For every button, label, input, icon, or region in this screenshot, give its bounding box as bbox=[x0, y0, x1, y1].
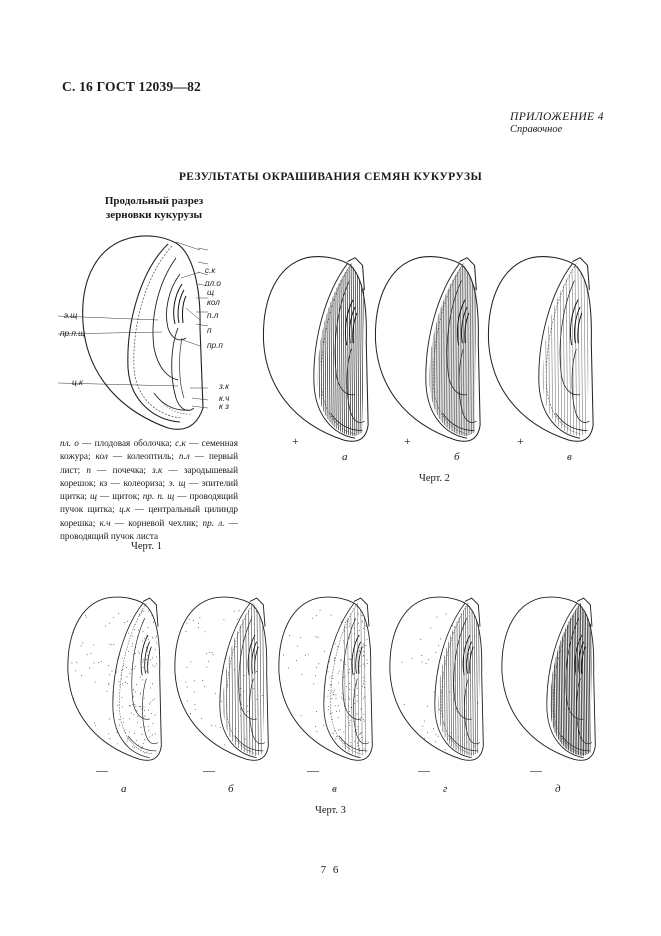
endosperm-region bbox=[71, 610, 153, 757]
figure2-seed-1 bbox=[258, 252, 370, 442]
figure3-sign: — bbox=[307, 763, 319, 777]
figure2-sign: + bbox=[517, 434, 524, 448]
legend-text: — проводящий пучок листа bbox=[60, 517, 238, 542]
figure3-seed-5 bbox=[497, 593, 597, 761]
legend-text: — семенная кожура; bbox=[60, 438, 238, 462]
figure3-seed-4 bbox=[385, 593, 485, 761]
figure3-sign: — bbox=[203, 763, 215, 777]
figure3-seed-3 bbox=[274, 593, 374, 761]
label-kz: к з bbox=[219, 402, 229, 411]
label-eshch: э.щ bbox=[64, 311, 78, 320]
figure2-seed-3 bbox=[483, 252, 595, 442]
figure3-sign: — bbox=[418, 763, 430, 777]
document-header-code: С. 16 ГОСТ 12039—82 bbox=[62, 79, 201, 94]
legend-abbr: щ bbox=[90, 491, 97, 502]
figure3-seed-2 bbox=[170, 593, 270, 761]
figure2-sign: + bbox=[404, 434, 411, 448]
legend-text: — колеоптиль; bbox=[107, 451, 179, 462]
label-kch: к.ч bbox=[219, 394, 230, 403]
legend-abbr: пр. п. щ bbox=[142, 491, 175, 502]
label-prpshch: пр.п.щ bbox=[60, 329, 86, 338]
figure1-title bbox=[96, 195, 212, 222]
legend-abbr: п.л bbox=[178, 451, 190, 462]
legend-abbr: пр. л. bbox=[202, 517, 225, 528]
figure3-caption: Черт. 3 bbox=[315, 805, 346, 816]
figure3-letter: в bbox=[332, 783, 337, 795]
figure2-sign: + bbox=[292, 434, 299, 448]
figure3-sign: — bbox=[530, 763, 542, 777]
legend-abbr: п bbox=[86, 464, 91, 475]
legend-abbr: с.к bbox=[175, 438, 186, 448]
figure2-seed-2 bbox=[370, 252, 482, 442]
legend-text: — щиток; bbox=[96, 491, 143, 502]
figure3-letter: г bbox=[443, 783, 448, 795]
figure1-title-line2: зерновки кукурузы bbox=[105, 208, 203, 221]
figure2-letter: б bbox=[454, 451, 460, 463]
legend-text: — колеориза; bbox=[107, 477, 169, 488]
figure1-title-line1: Продольный разрез bbox=[104, 195, 204, 207]
legend-text: — первый лист; bbox=[60, 451, 238, 475]
legend-text: — почечка; bbox=[90, 464, 153, 475]
figure3-letter: а bbox=[121, 783, 127, 795]
legend-abbr: пл. о bbox=[60, 438, 79, 448]
figure1-legend bbox=[60, 437, 238, 543]
legend-abbr: кол bbox=[95, 451, 108, 462]
legend-abbr: э. щ bbox=[168, 477, 186, 488]
label-plo: пл.о bbox=[205, 279, 221, 288]
figure3-letter: б bbox=[228, 783, 234, 795]
embryo-region bbox=[113, 610, 160, 757]
page-title: РЕЗУЛЬТАТЫ ОКРАШИВАНИЯ СЕМЯН КУКУРУЗЫ bbox=[178, 171, 483, 183]
figure3-letter: д bbox=[555, 783, 561, 795]
label-prp: пр.п bbox=[207, 341, 223, 350]
label-shch: щ bbox=[207, 288, 214, 297]
figure3-seed-1 bbox=[63, 593, 163, 761]
figure1-caption: Черт. 1 bbox=[131, 541, 162, 552]
figure2-letter: а bbox=[342, 451, 348, 463]
appendix-subtitle: Справочное bbox=[510, 124, 563, 135]
legend-text: — корневой чехлик; bbox=[110, 517, 203, 528]
label-p: п bbox=[207, 326, 212, 335]
endosperm-region bbox=[182, 610, 262, 754]
embryo-region bbox=[370, 252, 482, 442]
legend-text: — плодовая оболочка; bbox=[78, 438, 176, 448]
label-sk: с.к bbox=[205, 266, 216, 275]
figure3-sign: — bbox=[96, 763, 108, 777]
legend-abbr: з.к bbox=[152, 464, 163, 475]
legend-text: — зародышевый корешок; bbox=[60, 464, 238, 488]
page-number: 7 6 bbox=[320, 864, 341, 876]
figure2-caption: Черт. 2 bbox=[419, 473, 450, 484]
appendix-title: ПРИЛОЖЕНИЕ 4 bbox=[510, 111, 604, 123]
label-kol: кол bbox=[207, 298, 220, 307]
legend-abbr: к.ч bbox=[99, 517, 111, 528]
label-tsk: ц.к bbox=[72, 378, 83, 387]
label-zk: з.к bbox=[219, 382, 229, 391]
legend-abbr: кз bbox=[99, 477, 108, 488]
legend-text: — центральный цилиндр корешка; bbox=[60, 504, 238, 528]
legend-text: — эпителий щитка; bbox=[60, 477, 238, 502]
legend-text: — проводящий пучок щитка; bbox=[60, 491, 238, 515]
label-pl: п.л bbox=[207, 311, 219, 320]
figure2-letter: в bbox=[567, 451, 572, 463]
legend-abbr: ц.к bbox=[119, 504, 131, 515]
